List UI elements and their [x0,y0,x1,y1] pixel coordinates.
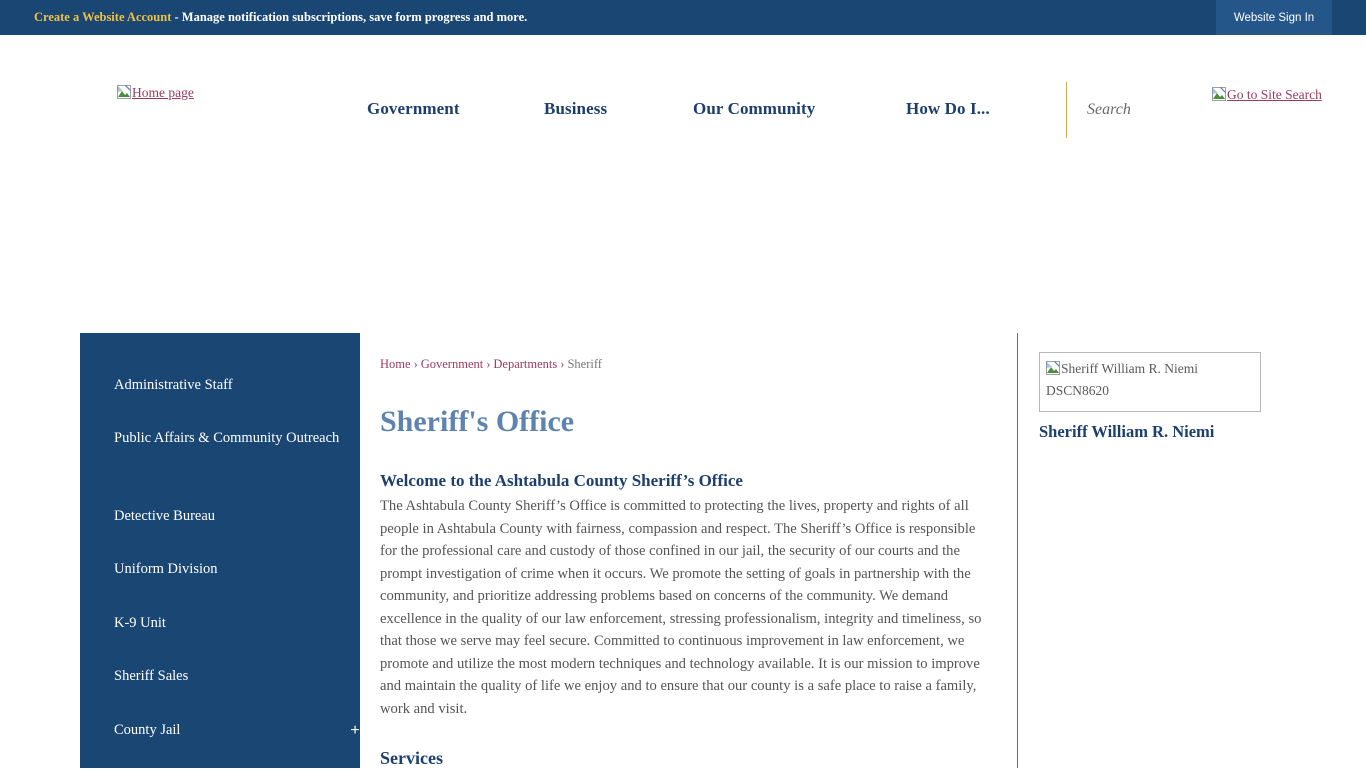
sheriff-photo-placeholder [1039,352,1261,412]
sheriff-name-caption: Sheriff William R. Niemi [1039,422,1215,441]
breadcrumb-item-government[interactable]: Government [420,357,484,371]
sidebar-item-uniform-division[interactable]: Uniform Division [114,561,218,577]
sidebar-item-administrative-staff[interactable]: Administrative Staff [114,377,233,393]
main-content [380,333,1000,768]
broken-image-icon [117,85,131,99]
breadcrumb [380,357,602,372]
nav-item-our-community[interactable]: Our Community [693,99,816,118]
sidebar-item-k-9-unit[interactable]: K-9 Unit [114,615,166,631]
sheriff-photo-alt-text: Sheriff William R. Niemi DSCN8620 [1046,361,1198,398]
create-account-tail: - Manage notification subscriptions, save form progress and more. [171,10,528,24]
nav-item-business[interactable]: Business [544,99,608,118]
section-navigation-sidebar [80,333,360,768]
broken-image-icon [1212,87,1226,101]
sidebar-item-public-affairs-community-outreach[interactable]: Public Affairs & Community Outreach [114,430,340,446]
home-page-logo-link[interactable] [117,85,194,101]
sidebar-item-detective-bureau[interactable]: Detective Bureau [114,508,216,524]
intro-paragraph: The Ashtabula County Sheriff’s Office is committed to protecting the lives, property and rights of all people in Ashtabula County with fairness, compassion and respect. The Sheriff’s Office is responsible for the professional care and custody of those confined in our jail, the security of our courts and the prompt investigation of crime when it occurs. We promote the setting of goals in partnership with the community, and prioritize addressing problems based on concerns of the community. We demand excellence in the quality of our law enforcement, stressing professionalism, integrity and timeliness, so that those we serve may feel secure. Committed to continuous improvement in law enforcement, we promote and utilize the most modern techniques and technology available. It is our mission to improve and maintain the quality of life we enjoy and to ensure that our county is a safe place to raise a family, work and visit. [380,498,982,717]
breadcrumb-item-departments[interactable]: Departments [493,357,558,371]
create-account-message [34,10,527,25]
breadcrumb-item-home[interactable]: Home [380,357,411,371]
sidebar-item-sheriff-sales[interactable]: Sheriff Sales [114,668,189,684]
breadcrumb-separator: › [486,357,491,371]
search-divider [1066,82,1067,138]
top-utility-bar [0,0,1366,35]
sidebar-item-county-jail[interactable] [114,718,360,743]
right-rail [1039,352,1261,442]
search-input[interactable] [1087,98,1207,122]
nav-item-government[interactable]: Government [367,99,460,118]
create-account-link[interactable]: Create a Website Account [34,10,172,24]
breadcrumb-separator: › [413,357,418,371]
welcome-heading: Welcome to the Ashtabula County Sheriff’s Office [380,471,743,490]
breadcrumb-separator: › [560,357,565,371]
content-rail-divider [1017,333,1018,768]
broken-image-icon [1046,361,1060,375]
expand-plus-icon[interactable]: + [350,722,360,739]
page-title: Sheriff's Office [380,405,575,438]
services-heading: Services [380,748,443,768]
go-to-site-search-label: Go to Site Search [1227,87,1322,102]
website-sign-in-button[interactable]: Website Sign In [1216,0,1332,35]
site-header [0,35,1366,120]
breadcrumb-current-sheriff: Sheriff [567,357,602,371]
sidebar-item-county-jail-label: County Jail [114,722,181,738]
home-page-logo-label: Home page [132,85,194,100]
go-to-site-search-link[interactable] [1212,87,1322,103]
nav-item-how-do-i[interactable]: How Do I... [906,99,990,118]
